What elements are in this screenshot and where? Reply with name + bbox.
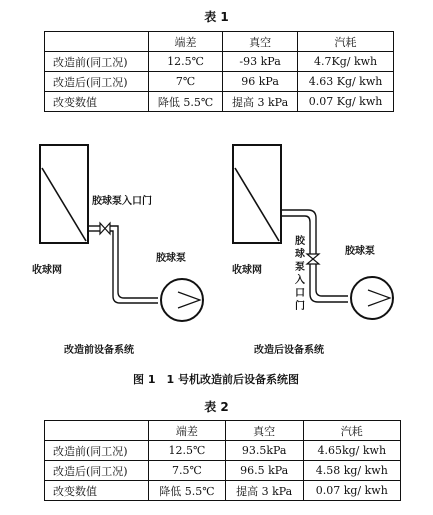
net-label: 收球网 xyxy=(232,265,262,276)
header-cell: 汽耗 xyxy=(303,421,400,441)
condenser-box xyxy=(233,145,281,243)
condenser-box xyxy=(40,145,88,243)
pipe xyxy=(316,264,348,296)
table-row xyxy=(45,481,401,501)
table-cell: 4.7Kg/ kwh xyxy=(298,52,394,72)
pipe xyxy=(110,226,158,298)
pump-label: 胶球泵 xyxy=(156,253,186,264)
pump-label: 胶球泵 xyxy=(345,246,375,257)
table2-caption: 表 2 xyxy=(204,400,229,414)
valve-label-char: 泵 xyxy=(295,262,305,273)
header-cell: 真空 xyxy=(225,421,303,441)
table-header-row xyxy=(45,32,394,52)
system-label: 改造前设备系统 xyxy=(64,345,134,356)
valve-label-char: 门 xyxy=(295,301,305,312)
row-header: 改变数值 xyxy=(45,481,149,501)
figure-caption: 图 1 1 号机改造前后设备系统图 xyxy=(133,373,299,386)
header-cell: 真空 xyxy=(223,32,298,52)
table-row xyxy=(45,72,394,92)
table-cell: 12.5℃ xyxy=(149,441,226,461)
table-cell: 96 kPa xyxy=(223,72,298,92)
net-label: 收球网 xyxy=(32,265,62,276)
header-cell xyxy=(45,421,149,441)
valve-icon xyxy=(307,254,319,264)
table-header-row xyxy=(45,421,401,441)
table-row xyxy=(45,92,394,112)
valve-label-char: 胶 xyxy=(295,236,305,247)
pump-icon xyxy=(161,279,203,321)
table-row xyxy=(45,441,401,461)
row-header: 改造后(同工况) xyxy=(45,461,149,481)
table-cell: 96.5 kPa xyxy=(225,461,303,481)
table-cell: 降低 5.5℃ xyxy=(149,92,223,112)
table-cell: 4.58 kg/ kwh xyxy=(303,461,400,481)
header-cell: 端差 xyxy=(149,421,226,441)
header-cell: 汽耗 xyxy=(298,32,394,52)
pipe xyxy=(110,231,158,303)
row-header: 改造后(同工况) xyxy=(45,72,149,92)
table-cell: 93.5kPa xyxy=(225,441,303,461)
table-cell: 7℃ xyxy=(149,72,223,92)
table-cell: 0.07 Kg/ kwh xyxy=(298,92,394,112)
ball-collecting-net xyxy=(42,168,86,241)
table2 xyxy=(44,420,401,501)
row-header: 改造前(同工况) xyxy=(45,52,149,72)
table1-caption: 表 1 xyxy=(204,10,229,24)
row-header: 改变数值 xyxy=(45,92,149,112)
table-cell: 提高 3 kPa xyxy=(223,92,298,112)
left-system xyxy=(32,145,203,356)
ball-collecting-net xyxy=(235,168,279,241)
pump-impeller xyxy=(368,290,390,306)
valve-label-vertical xyxy=(295,234,306,312)
pump-icon xyxy=(351,277,393,319)
table-row xyxy=(45,461,401,481)
system-label: 改造后设备系统 xyxy=(254,345,324,356)
row-header: 改造前(同工况) xyxy=(45,441,149,461)
table-cell: 降低 5.5℃ xyxy=(149,481,226,501)
table-cell: -93 kPa xyxy=(223,52,298,72)
valve-label-char: 球 xyxy=(295,249,305,260)
table-cell: 提高 3 kPa xyxy=(225,481,303,501)
pump-impeller xyxy=(178,292,200,308)
table-cell: 7.5℃ xyxy=(149,461,226,481)
right-system xyxy=(232,145,393,356)
table-cell: 4.63 Kg/ kwh xyxy=(298,72,394,92)
header-cell xyxy=(45,32,149,52)
header-cell: 端差 xyxy=(149,32,223,52)
valve-label-char: 入 xyxy=(295,275,305,286)
table-row xyxy=(45,52,394,72)
equipment-system-diagram xyxy=(0,140,433,390)
valve-icon xyxy=(100,223,110,234)
table-cell: 0.07 kg/ kwh xyxy=(303,481,400,501)
table-cell: 4.65kg/ kwh xyxy=(303,441,400,461)
table1 xyxy=(44,31,394,112)
valve-label: 胶球泵入口门 xyxy=(92,196,152,207)
valve-label-char: 口 xyxy=(295,288,305,299)
table-cell: 12.5℃ xyxy=(149,52,223,72)
